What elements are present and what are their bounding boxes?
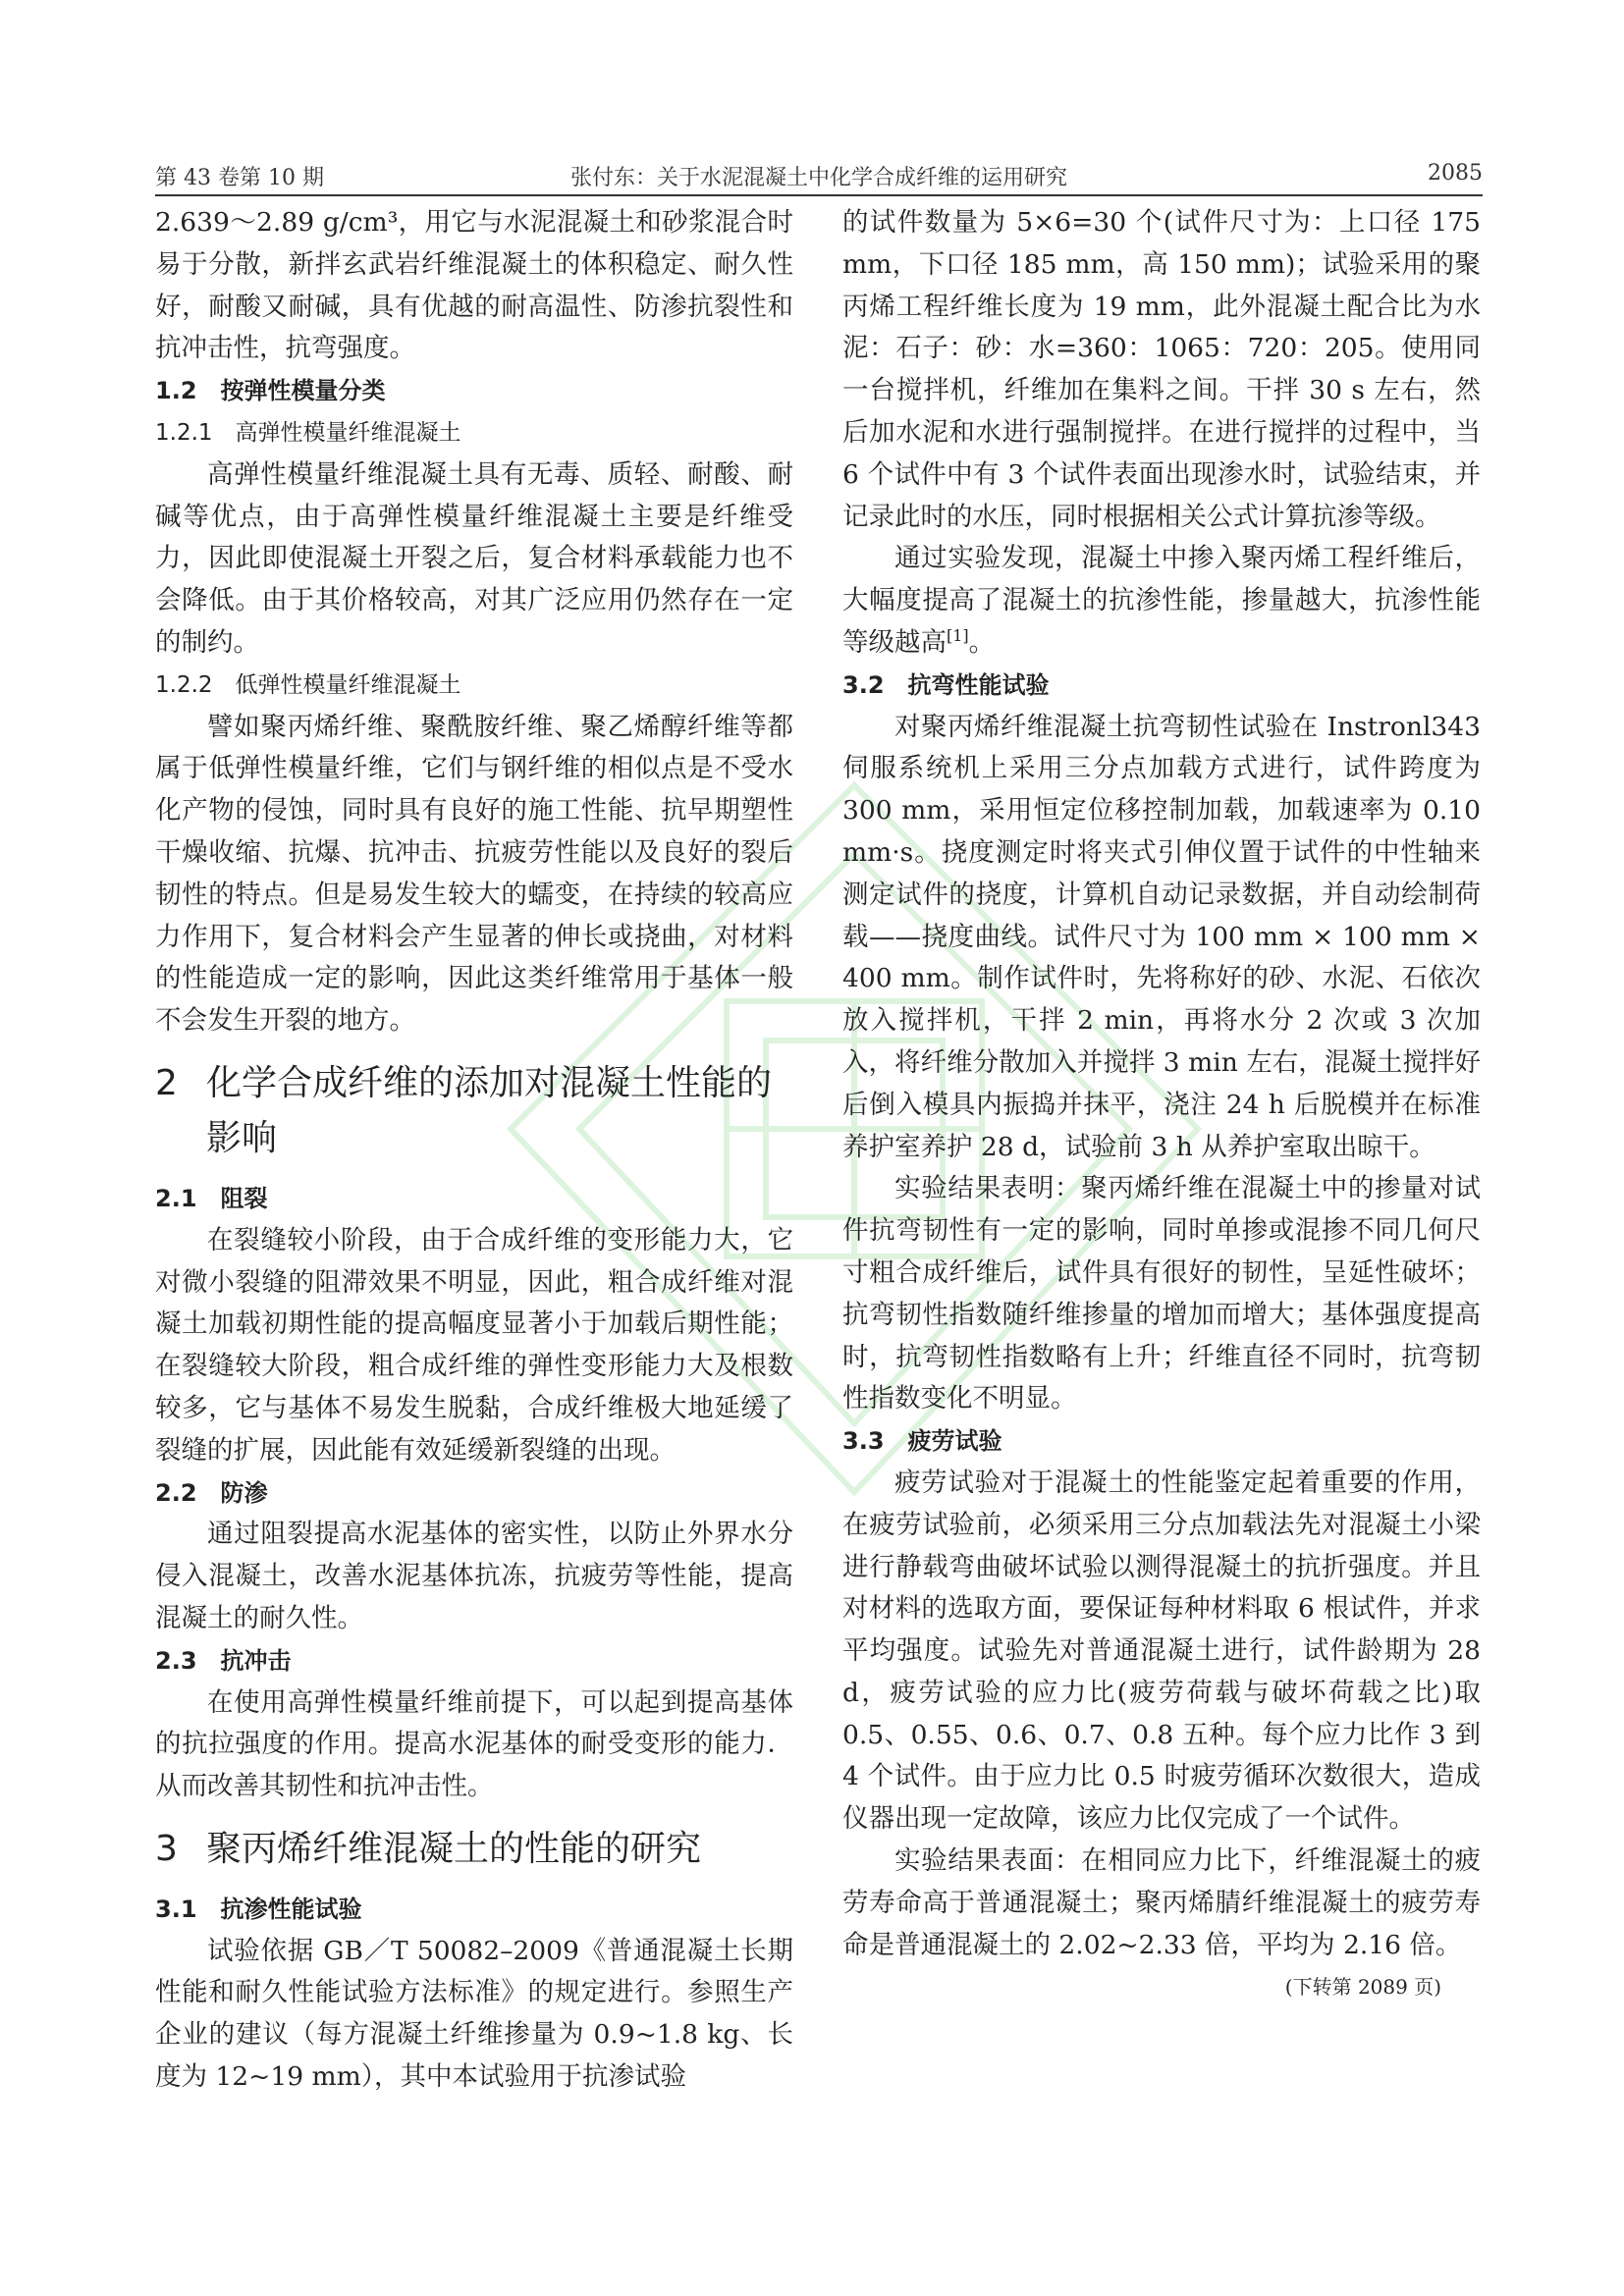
left-column (155, 202, 793, 2099)
paragraph-2-1: 在裂缝较小阶段，由于合成纤维的变形能力大，它对微小裂缝的阻滞效果不明显，因此，粗合成纤维对混凝土加载初期性能的提高幅度显著小于加载后期性能；在裂缝较大阶段，粗合成纤维的弹性变形能力大及根数较多，它与基体不易发生脱黏，合成纤维极大地延缓了裂缝的扩展，因此能有效延缓新裂缝的出现。 (155, 1224, 793, 1466)
section-heading-3-1: 3.1 抗渗性能试验 (155, 1895, 362, 1923)
chapter-number-2: 2 (155, 1062, 178, 1103)
section-heading-2-2: 2.2 防渗 (155, 1478, 268, 1507)
page-number: 2085 (1428, 161, 1483, 186)
paragraph-3-1-continued: 的试件数量为 5×6=30 个(试件尺寸为：上口径 175 mm，下口径 185 mm，高 150 mm)；试验采用的聚丙烯工程纤维长度为 19 mm，此外混凝土配合比为水泥：石子：砂：水=360：1065：720：205。使用同一台搅拌机，纤维加在集料之间。干拌 30 s 左右，然后加水泥和水进行强制搅拌。在进行搅拌的过程中，当 6 个试件中有 3 个试件表面出现渗水时，试验结束，并记录此时的水压，同时根据相关公式计算抗渗等级。 (842, 207, 1481, 532)
chapter-heading-3 (155, 1822, 793, 1877)
paragraph-3-2-result: 实验结果表明：聚丙烯纤维在混凝土中的掺量对试件抗弯韧性有一定的影响，同时单掺或混掺不同几何尺寸粗合成纤维后，试件具有很好的韧性，呈延性破坏；抗弯韧性指数随纤维掺量的增加而增大；基体强度提高时，抗弯韧性指数略有上升；纤维直径不同时，抗弯韧性指数变化不明显。 (842, 1173, 1481, 1415)
header-rule (155, 194, 1483, 196)
journal-volume-issue: 第 43 卷第 10 期 (155, 166, 324, 190)
continued-on-page-note: (下转第 2089 页) (1284, 1975, 1441, 2000)
section-heading-1-2: 1.2 按弹性模量分类 (155, 377, 386, 405)
paragraph-1-2-2: 譬如聚丙烯纤维、聚酰胺纤维、聚乙烯醇纤维等都属于低弹性模量纤维，它们与钢纤维的相似点是不受水化产物的侵蚀，同时具有良好的施工性能、抗早期塑性干燥收缩、抗爆、抗冲击、抗疲劳性能以及良好的裂后韧性的特点。但是易发生较大的蠕变，在持续的较高应力作用下，复合材料会产生显著的伸长或挠曲，对材料的性能造成一定的影响，因此这类纤维常用于基体一般不会发生开裂的地方。 (155, 711, 793, 1037)
subsection-heading-1-2-2: 1.2.2 低弹性模量纤维混凝土 (155, 671, 461, 698)
paragraph-3-3: 疲劳试验对于混凝土的性能鉴定起着重要的作用，在疲劳试验前，必须采用三分点加载法先对混凝土小梁进行静载弯曲破坏试验以测得混凝土的抗折强度。并且对材料的选取方面，要保证每种材料取 6 根试件，并求平均强度。试验先对普通混凝土进行，试件龄期为 28 d，疲劳试验的应力比(疲劳荷载与破坏荷载之比)取 0.5、0.55、0.6、0.7、0.8 五种。每个应力比作 3 到 4 个试件。由于应力比 0.5 时疲劳循环次数很大，造成仪器出现一定故障，该应力比仅完成了一个试件。 (842, 1467, 1481, 1835)
chapter-heading-2 (155, 1056, 793, 1166)
section-heading-3-3: 3.3 疲劳试验 (842, 1427, 1002, 1456)
section-heading-2-1: 2.1 阻裂 (155, 1184, 268, 1212)
subsection-heading-1-2-1: 1.2.1 高弹性模量纤维混凝土 (155, 419, 461, 446)
right-column (842, 202, 1481, 2008)
running-header (155, 155, 1483, 194)
paragraph-3-1-result-text: 通过实验发现，混凝土中掺入聚丙烯工程纤维后，大幅度提高了混凝土的抗渗性能，掺量越大，抗渗性能等级越高 (842, 543, 1481, 658)
section-heading-3-2: 3.2 抗弯性能试验 (842, 670, 1050, 699)
chapter-title-3: 聚丙烯纤维混凝土的性能的研究 (206, 1828, 702, 1869)
paragraph-3-1: 试验依据 GB／T 50082–2009《普通混凝土长期性能和耐久性能试验方法标准》的规定进行。参照生产企业的建议（每方混凝土纤维掺量为 0.9~1.8 kg、长度为 12~19 mm），其中本试验用于抗渗试验 (155, 1935, 793, 2093)
paragraph-3-1-result (842, 538, 1481, 664)
citation-ref: [1] (947, 626, 969, 646)
chapter-title-2: 化学合成纤维的添加对混凝土性能的影响 (206, 1062, 773, 1158)
paragraph-1-2-1: 高弹性模量纤维混凝土具有无毒、质轻、耐酸、耐碱等优点，由于高弹性模量纤维混凝土主要是纤维受力，因此即使混凝土开裂之后，复合材料承载能力也不会降低。由于其价格较高，对其广泛应用仍然存在一定的制约。 (155, 458, 793, 658)
paragraph-3-2: 对聚丙烯纤维混凝土抗弯韧性试验在 Instronl343 伺服系统机上采用三分点加载方式进行，试件跨度为 300 mm，采用恒定位移控制加载，加载速率为 0.10 mm·s。挠度测定时将夹式引伸仪置于试件的中性轴来测定试件的挠度，计算机自动记录数据，并自动绘制荷载——挠度曲线。试件尺寸为 100 mm × 100 mm × 400 mm。制作试件时，先将称好的砂、水泥、石依次放入搅拌机，干拌 2 min，再将水分 2 次或 3 次加入，将纤维分散加入并搅拌 3 min 左右，混凝土搅拌好后倒入模具内振捣并抹平，浇注 24 h 后脱模并在标准养护室养护 28 d，试验前 3 h 从养护室取出晾干。 (842, 711, 1481, 1162)
paragraph-2-3: 在使用高弹性模量纤维前提下，可以起到提高基体的抗拉强度的作用。提高水泥基体的耐受变形的能力．从而改善其韧性和抗冲击性。 (155, 1686, 793, 1802)
section-heading-2-3: 2.3 抗冲击 (155, 1646, 292, 1675)
paragraph-fiber-density: 2.639～2.89 g/cm³，用它与水泥混凝土和砂浆混合时易于分散，新拌玄武岩纤维混凝土的体积稳定、耐久性好，耐酸又耐碱，具有优越的耐高温性、防渗抗裂性和抗冲击性，抗弯强度。 (155, 207, 793, 364)
chapter-number-3: 3 (155, 1828, 178, 1869)
article-running-title: 张付东：关于水泥混凝土中化学合成纤维的运用研究 (569, 166, 1067, 190)
paragraph-3-1-result-end: 。 (968, 626, 996, 658)
paragraph-3-3-result: 实验结果表面：在相同应力比下，纤维混凝土的疲劳寿命高于普通混凝土；聚丙烯腈纤维混凝土的疲劳寿命是普通混凝土的 2.02~2.33 倍，平均为 2.16 倍。 (842, 1845, 1481, 1960)
paragraph-2-2: 通过阻裂提高水泥基体的密实性，以防止外界水分侵入混凝土，改善水泥基体抗冻，抗疲劳等性能，提高混凝土的耐久性。 (155, 1519, 793, 1633)
